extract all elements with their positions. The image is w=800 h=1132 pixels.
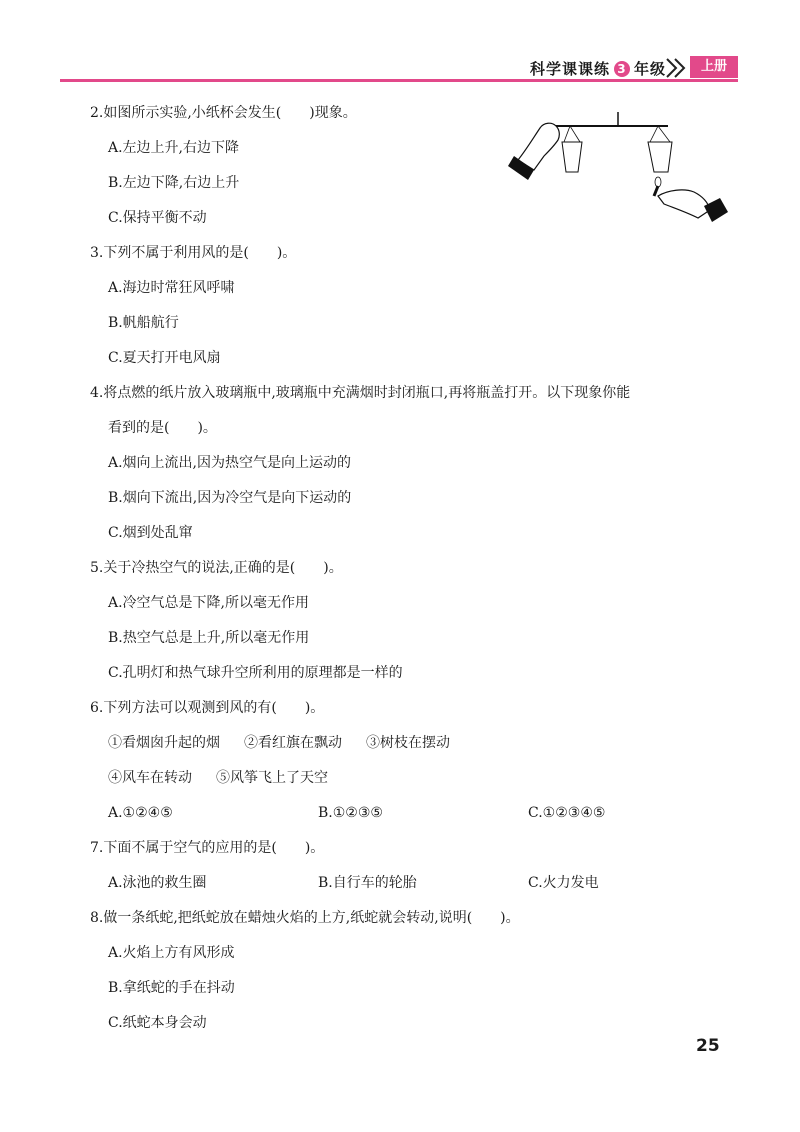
observation-item: ⑤风筝飞上了天空 [216, 770, 328, 786]
grade-label: 年级 [633, 60, 666, 78]
option-b: B.帆船航行 [108, 315, 179, 331]
header-title [530, 58, 666, 79]
question-stem: 7.下面不属于空气的应用的是( )。 [90, 840, 325, 856]
option-c: C.①②③④⑤ [528, 805, 606, 821]
double-chevron-icon [664, 56, 688, 80]
question-list [90, 96, 740, 1041]
option-a: A.烟向上流出,因为热空气是向上运动的 [108, 455, 352, 471]
question-stem-continued: 看到的是( )。 [108, 420, 217, 436]
option-a: A.火焰上方有风形成 [108, 945, 235, 961]
option-b: B.烟向下流出,因为冷空气是向下运动的 [108, 490, 352, 506]
option-c: C.烟到处乱窜 [108, 525, 193, 541]
question-stem: 8.做一条纸蛇,把纸蛇放在蜡烛火焰的上方,纸蛇就会转动,说明( )。 [90, 910, 520, 926]
option-c: C.火力发电 [528, 875, 599, 891]
volume-badge: 上册 [690, 56, 738, 78]
question-stem: 2.如图所示实验,小纸杯会发生( )现象。 [90, 105, 357, 121]
question-stem: 3.下列不属于利用风的是( )。 [90, 245, 297, 261]
option-c: C.保持平衡不动 [108, 210, 207, 226]
question-stem: 5.关于冷热空气的说法,正确的是( )。 [90, 560, 343, 576]
option-c: C.夏天打开电风扇 [108, 350, 221, 366]
observation-item: ①看烟囱升起的烟 [108, 735, 220, 751]
book-title: 科学课课练 [529, 60, 610, 78]
option-c: C.孔明灯和热气球升空所利用的原理都是一样的 [108, 665, 403, 681]
option-row [90, 866, 740, 901]
observation-item: ③树枝在摆动 [366, 735, 450, 751]
observation-item: ②看红旗在飘动 [244, 735, 342, 751]
question-stem: 6.下列方法可以观测到风的有( )。 [90, 700, 325, 716]
observation-items-row [90, 726, 740, 761]
header-divider [60, 79, 738, 82]
option-b: B.左边下降,右边上升 [108, 175, 240, 191]
option-a: A.左边上升,右边下降 [108, 140, 240, 156]
option-a: A.冷空气总是下降,所以毫无作用 [108, 595, 310, 611]
option-c: C.纸蛇本身会动 [108, 1015, 207, 1031]
option-b: B.①②③⑤ [318, 805, 383, 821]
question-stem: 4.将点燃的纸片放入玻璃瓶中,玻璃瓶中充满烟时封闭瓶口,再将瓶盖打开。以下现象你能 [90, 385, 631, 401]
option-b: B.拿纸蛇的手在抖动 [108, 980, 235, 996]
option-a: A.海边时常狂风呼啸 [108, 280, 235, 296]
page-header [60, 56, 738, 84]
option-a: A.泳池的救生圈 [108, 875, 207, 891]
option-a: A.①②④⑤ [108, 805, 173, 821]
page-number: 25 [696, 1036, 720, 1056]
observation-items-row [90, 761, 740, 796]
option-b: B.热空气总是上升,所以毫无作用 [108, 630, 310, 646]
option-row [90, 796, 740, 831]
option-b: B.自行车的轮胎 [318, 875, 417, 891]
grade-badge: 3 [614, 61, 630, 77]
observation-item: ④风车在转动 [108, 770, 192, 786]
